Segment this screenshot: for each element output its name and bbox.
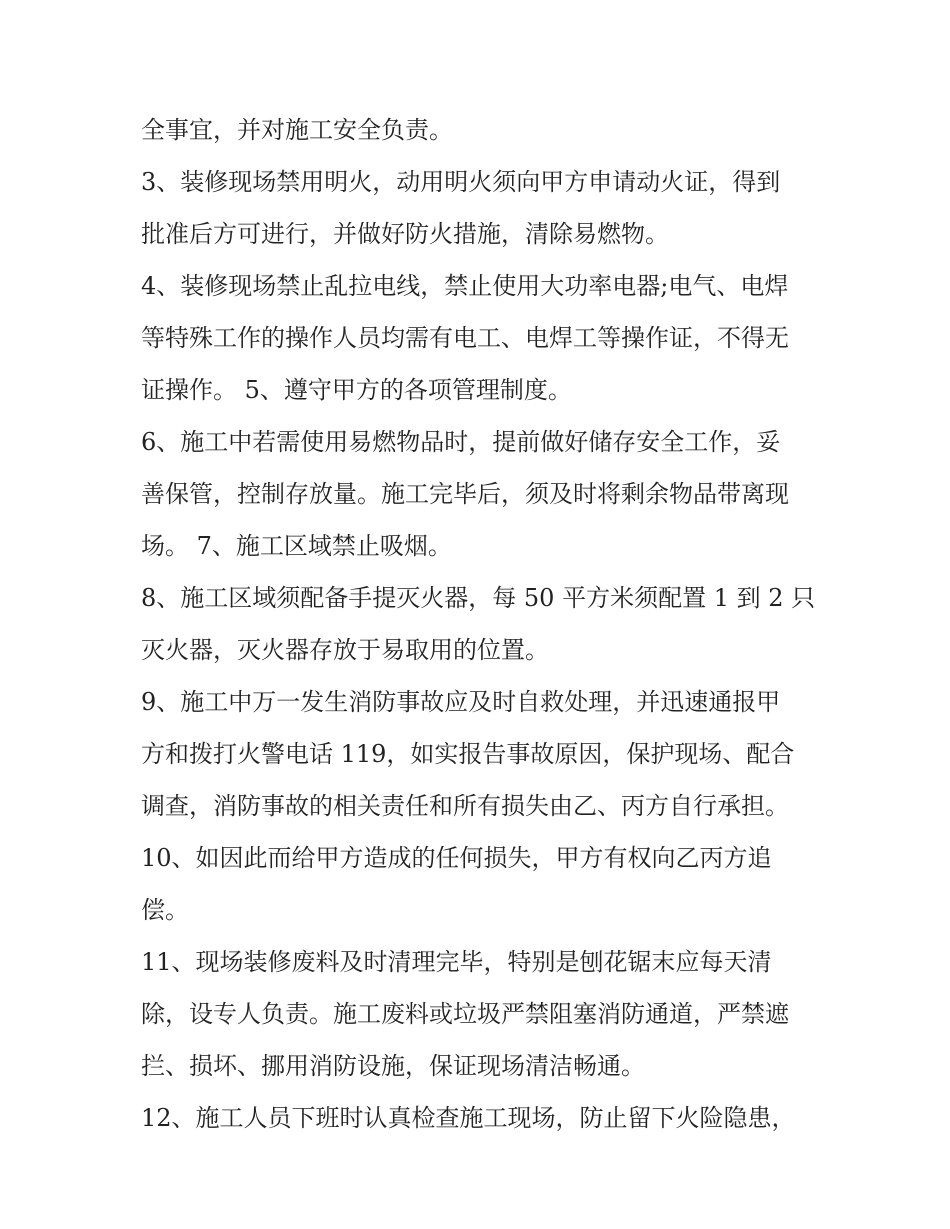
text-line: 10、如因此而给甲方造成的任何损失，甲方有权向乙丙方追 — [141, 844, 772, 872]
text-line: 4、装修现场禁止乱拉电线，禁止使用大功率电器;电气、电焊 — [141, 272, 789, 300]
text-line: 批准后方可进行，并做好防火措施，清除易燃物。 — [141, 220, 669, 248]
text-line: 偿。 — [141, 896, 189, 924]
text-line: 调查，消防事故的相关责任和所有损失由乙、丙方自行承担。 — [141, 792, 789, 820]
text-line: 善保管，控制存放量。施工完毕后，须及时将剩余物品带离现 — [141, 480, 789, 508]
text-line: 12、施工人员下班时认真检查施工现场，防止留下火险隐患， — [141, 1104, 796, 1132]
text-line: 3、装修现场禁用明火，动用明火须向甲方申请动火证，得到 — [141, 168, 781, 196]
text-line: 拦、损坏、挪用消防设施，保证现场清洁畅通。 — [141, 1052, 645, 1080]
text-line: 等特殊工作的操作人员均需有电工、电焊工等操作证，不得无 — [141, 324, 789, 352]
text-line: 方和拨打火警电话 119，如实报告事故原因，保护现场、配合 — [141, 740, 795, 768]
text-line: 除，设专人负责。施工废料或垃圾严禁阻塞消防通道，严禁遮 — [141, 1000, 789, 1028]
text-line: 11、现场装修废料及时清理完毕，特别是刨花锯末应每天清 — [141, 948, 772, 976]
text-line: 证操作。 5、遵守甲方的各项管理制度。 — [141, 376, 572, 404]
text-line: 灭火器，灭火器存放于易取用的位置。 — [141, 636, 549, 664]
text-line: 6、施工中若需使用易燃物品时，提前做好储存安全工作，妥 — [141, 428, 781, 456]
document-body — [141, 104, 821, 1144]
text-line: 全事宜，并对施工安全负责。 — [141, 116, 453, 144]
text-line: 场。 7、施工区域禁止吸烟。 — [141, 532, 452, 560]
text-line: 9、施工中万一发生消防事故应及时自救处理，并迅速通报甲 — [141, 688, 781, 716]
text-line: 8、施工区域须配备手提灭火器，每 50 平方米须配置 1 到 2 只 — [141, 584, 816, 612]
